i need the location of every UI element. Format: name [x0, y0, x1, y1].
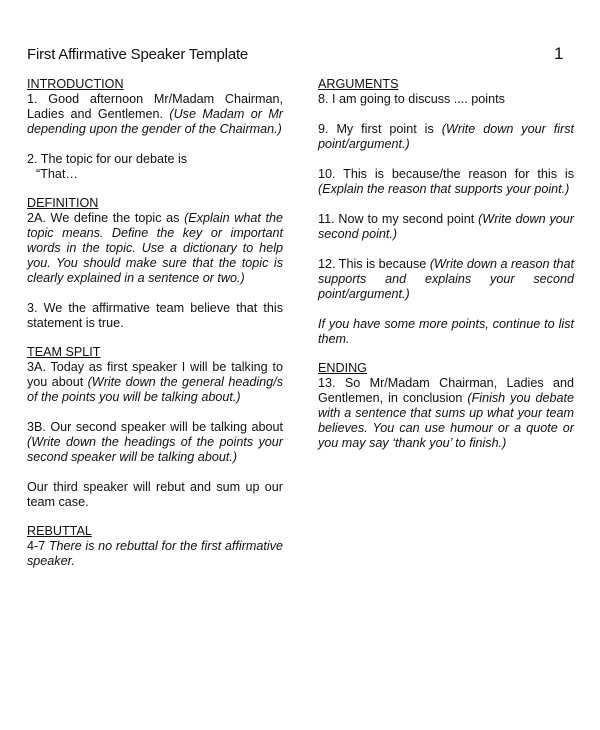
greeting-text: 1. Good afternoon Mr/Madam Chairman, Ladies and Gentlemen. [27, 92, 283, 121]
first-speaker-text: 3A. Today as first speaker I will be talking to you about [27, 360, 283, 389]
greeting-note: (Use Madam or Mr depending upon the gender of the Chairman.) [27, 107, 284, 136]
topic-line [27, 152, 283, 182]
right-column [318, 77, 574, 451]
second-point-note: (Write down your second point.) [318, 212, 574, 241]
conclusion-line [318, 376, 574, 451]
rebuttal-heading: REBUTTAL [27, 524, 92, 538]
ending-heading: ENDING [318, 361, 367, 375]
arguments-heading: ARGUMENTS [318, 77, 399, 91]
rebuttal-body [27, 539, 283, 569]
team-split-section [27, 345, 283, 510]
conclusion-note: (Finish you debate with a sentence that sums up what your team believes. You can use humour or a quote or you may say ‘thank you’ to finish.) [318, 391, 574, 450]
second-reason-text: 12. This is because [318, 257, 427, 271]
introduction-heading: INTRODUCTION [27, 77, 124, 91]
reason-line [318, 167, 574, 197]
points-count-line: 8. I am going to discuss .... points [318, 92, 505, 106]
rebuttal-text: 4-7 [27, 539, 46, 553]
third-speaker-split: Our third speaker will rebut and sum up our team case. [27, 480, 283, 509]
page-title: First Affirmative Speaker Template [27, 46, 249, 63]
topic-text: 2. The topic for our debate is [27, 152, 188, 166]
second-speaker-text: 3B. Our second speaker will be talking about [27, 420, 283, 434]
first-speaker-note: (Write down the general heading/s of the points you will be talking about.) [27, 375, 283, 404]
team-split-heading: TEAM SPLIT [27, 345, 101, 359]
first-point-note: (Write down your first point/argument.) [318, 122, 575, 151]
definition-text: 2A. We define the topic as [27, 211, 180, 225]
rebuttal-note: There is no rebuttal for the first affirmative speaker. [27, 539, 284, 568]
reason-text: 10. This is because/the reason for this is [318, 167, 574, 181]
second-reason-note: (Write down a reason that supports and explains your second point/argument.) [318, 257, 575, 301]
definition-body [27, 211, 283, 286]
belief-statement: 3. We the affirmative team believe that this statement is true. [27, 301, 283, 330]
reason-note: (Explain the reason that supports your point.) [318, 182, 570, 196]
left-column [27, 77, 283, 569]
more-points-line [318, 317, 574, 347]
second-speaker-note: (Write down the headings of the points your second speaker will be talking about.) [27, 435, 283, 464]
page-number: 1 [554, 44, 564, 63]
definition-section [27, 196, 283, 331]
second-point-text: 11. Now to my second point [318, 212, 475, 226]
first-point-text: 9. My first point is [318, 122, 434, 136]
first-point-line [318, 122, 574, 152]
conclusion-text: 13. So Mr/Madam Chairman, Ladies and Gentlemen, in conclusion [318, 376, 574, 405]
definition-heading: DEFINITION [27, 196, 99, 210]
second-speaker-split [27, 420, 283, 465]
rebuttal-section [27, 524, 283, 569]
ending-section [318, 361, 574, 451]
first-speaker-split [27, 360, 283, 405]
introduction-greeting [27, 92, 283, 137]
second-reason-line [318, 257, 574, 302]
arguments-section [318, 77, 574, 347]
second-point-line [318, 212, 574, 242]
more-points-note: If you have some more points, continue to list them. [318, 317, 574, 346]
introduction-section [27, 77, 283, 182]
topic-quote: “That… [36, 167, 78, 181]
definition-note: (Explain what the topic means. Define the key or important words in the topic. Use a dictionary to help you. You should make sure that the topic is clearly explained in a sentence or two.) [27, 211, 283, 285]
